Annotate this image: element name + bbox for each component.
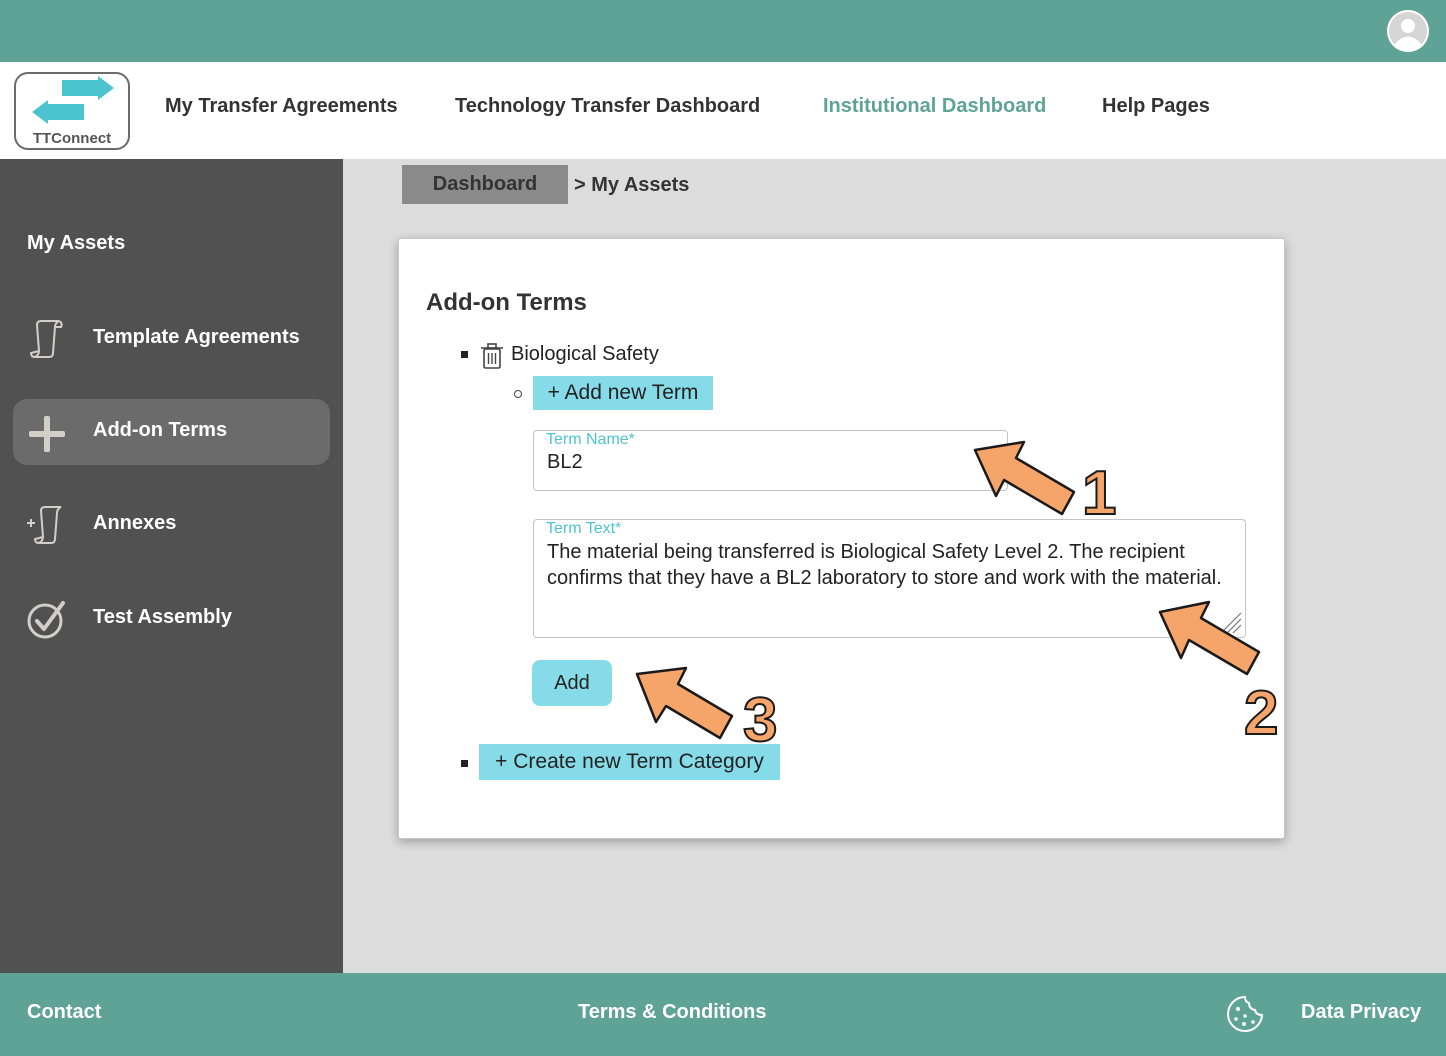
sidebar-item-label: Test Assembly: [93, 606, 232, 628]
term-category-label: Biological Safety: [511, 343, 659, 365]
page-title: Add-on Terms: [426, 289, 587, 316]
sidebar: [0, 159, 343, 973]
sidebar-item-template-agreements[interactable]: [13, 304, 330, 370]
list-bullet: [461, 351, 468, 358]
sidebar-item-label: Annexes: [93, 512, 177, 534]
list-bullet: [461, 760, 468, 767]
term-text-value[interactable]: The material being transferred is Biological Safety Level 2. The recipient confirms that they have a BL2 laboratory to store and work with the material.: [547, 541, 1222, 589]
add-term-submit-button[interactable]: Add: [532, 660, 612, 706]
footer-terms-link[interactable]: Terms & Conditions: [578, 1001, 767, 1023]
term-text-field[interactable]: [533, 519, 1246, 638]
nav-technology-transfer-dashboard[interactable]: Technology Transfer Dashboard: [455, 95, 761, 117]
user-avatar-icon[interactable]: [1387, 10, 1429, 52]
annotation-arrow-2-icon: [1155, 600, 1265, 680]
add-on-terms-card: [398, 238, 1285, 839]
term-text-label: Term Text*: [546, 520, 622, 537]
add-new-term-button[interactable]: + Add new Term: [533, 376, 713, 410]
top-bar: [0, 0, 1446, 62]
term-name-field[interactable]: [533, 430, 1008, 491]
scroll-plus-icon: [25, 503, 69, 547]
annotation-arrow-1-icon: [970, 440, 1080, 520]
main-nav: [0, 62, 1446, 159]
nav-institutional-dashboard[interactable]: Institutional Dashboard: [823, 95, 1047, 117]
transfer-arrows-icon: [32, 76, 114, 132]
create-term-category-button[interactable]: + Create new Term Category: [479, 744, 780, 780]
logo-text: TTConnect: [32, 130, 112, 147]
term-name-label: Term Name*: [546, 431, 635, 448]
check-circle-icon: [25, 597, 69, 641]
sidebar-title: My Assets: [27, 232, 126, 254]
ttconnect-logo[interactable]: [14, 72, 130, 150]
scroll-icon: [25, 317, 69, 361]
cookie-icon[interactable]: [1226, 995, 1264, 1033]
annotation-number-2: 2: [1244, 679, 1279, 748]
term-name-value[interactable]: BL2: [547, 451, 583, 473]
nav-help-pages[interactable]: Help Pages: [1102, 95, 1210, 117]
sidebar-item-add-on-terms[interactable]: [13, 399, 330, 465]
footer: [0, 973, 1446, 1056]
sidebar-item-label: Template Agreements: [93, 326, 300, 348]
footer-data-privacy-link[interactable]: Data Privacy: [1301, 1001, 1422, 1023]
sidebar-item-label: Add-on Terms: [93, 419, 228, 441]
breadcrumb-current: > My Assets: [574, 174, 690, 196]
nav-my-transfer-agreements[interactable]: My Transfer Agreements: [165, 95, 398, 117]
annotation-arrow-3-icon: [632, 666, 742, 746]
plus-icon: [25, 412, 69, 456]
sidebar-item-test-assembly[interactable]: [13, 584, 330, 650]
annotation-number-3: 3: [743, 686, 778, 755]
sidebar-item-annexes[interactable]: [13, 490, 330, 556]
annotation-number-1: 1: [1082, 459, 1117, 528]
footer-contact-link[interactable]: Contact: [27, 1001, 102, 1023]
list-bullet: [514, 390, 522, 398]
trash-icon[interactable]: [481, 343, 503, 369]
breadcrumb-dashboard-button[interactable]: Dashboard: [402, 165, 568, 204]
